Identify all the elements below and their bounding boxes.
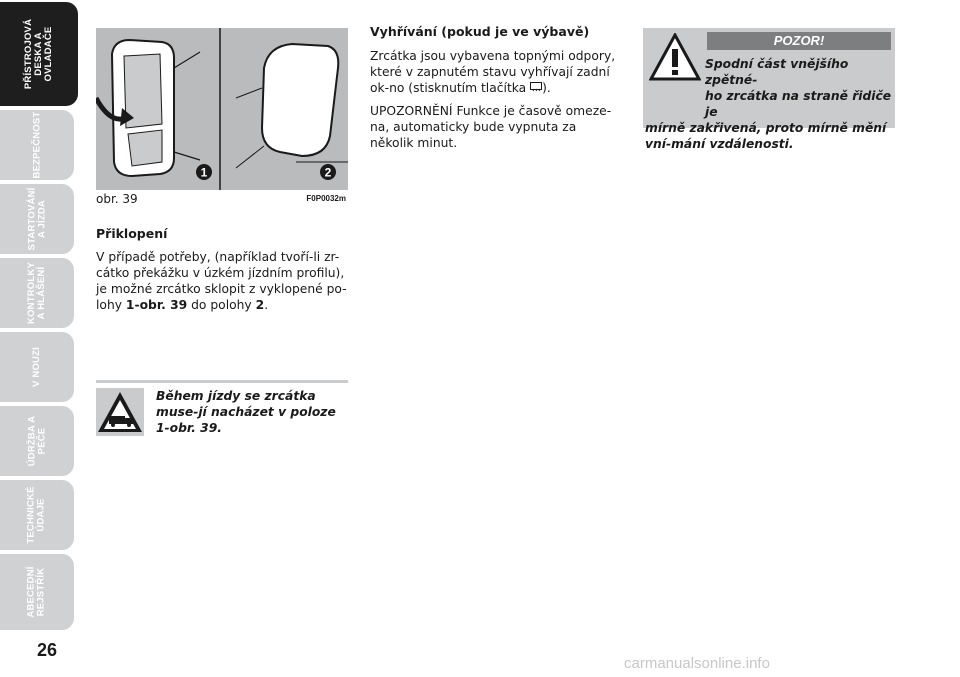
tab-label: TECHNICKÉ ÚDAJE — [26, 486, 47, 544]
heating-text-after: ). — [542, 81, 551, 95]
tab-label: KONTROLKY A HLÁŠENÍ — [26, 262, 47, 324]
tab-label: BEZPEČNOST — [31, 111, 42, 179]
callout-1: 1 — [200, 165, 208, 180]
folding-ref-1: 1-obr. 39 — [125, 298, 188, 312]
tab-abecedni-rejstrik[interactable] — [0, 552, 76, 632]
note-divider — [96, 380, 348, 383]
folding-section — [96, 226, 352, 313]
folding-text-end: . — [264, 298, 269, 312]
tab-pristrojova-deska[interactable] — [0, 0, 80, 108]
tab-kontrolky[interactable] — [0, 256, 76, 330]
heating-text-before: Zrcátka jsou vybavena topnými odpory, které v zapnutém stavu vyhřívají zadní ok-no (stisknutím tlačítka — [370, 49, 616, 95]
warning-text — [643, 56, 893, 152]
folding-text-intro: V případě potřeby, (například tvoří-li zr-cátko překážku v úzkém jízdním profilu), je možné zrcátko sklopit z vyklopené po-lohy — [96, 250, 347, 312]
warning-rest: mírně zakřivená, proto mírně mění vní-mání vzdálenosti. — [645, 121, 887, 151]
tab-label: V NOUZI — [31, 347, 42, 387]
rear-window-heating-icon — [530, 81, 542, 92]
heating-notice: UPOZORNĚNÍ Funkce je časově omeze-na, automaticky bude vypnuta za několik minut. — [370, 104, 612, 150]
tab-label: STARTOVÁNÍ A JÍZDA — [26, 187, 47, 251]
figure-code: F0P0032m — [306, 194, 346, 203]
callout-2: 2 — [324, 165, 332, 180]
warning-box — [643, 28, 895, 151]
heating-section — [370, 24, 622, 151]
figure-number: obr. 39 — [96, 192, 138, 206]
folding-ref-2: 2 — [255, 298, 265, 312]
tab-udrzba[interactable] — [0, 404, 76, 478]
watermark: carmanualsonline.info — [624, 655, 770, 672]
warning-line-1: Spodní část vnějšího zpětné- — [705, 57, 849, 87]
heating-heading: Vyhřívání (pokud je ve výbavě) — [370, 24, 590, 39]
chapter-tabs — [0, 0, 80, 640]
tab-label: ABECEDNÍ REJSTŘÍK — [26, 566, 47, 618]
warning-line-2: ho zrcátka na straně řidiče je — [705, 89, 892, 119]
driving-note — [96, 380, 348, 436]
tab-bezpecnost[interactable] — [0, 108, 76, 182]
driving-note-text: Během jízdy se zrcátka muse-jí nacházet v poloze 1-obr. 39. — [156, 389, 336, 435]
tab-technicke-udaje[interactable] — [0, 478, 76, 552]
tab-label: PŘÍSTROJOVÁ DESKA A OVLADAČE — [22, 18, 54, 90]
warning-title: POZOR! — [707, 32, 891, 50]
folding-text-mid: do polohy — [187, 298, 256, 312]
folding-paragraph — [96, 249, 352, 313]
truck-driving-icon — [96, 388, 144, 436]
mirror-illustration — [96, 28, 348, 190]
tab-v-nouzi[interactable] — [0, 330, 76, 404]
tab-startovani[interactable] — [0, 182, 76, 256]
mirror-figure — [96, 28, 348, 190]
heating-paragraph — [370, 48, 622, 96]
tab-label: ÚDRŽBA A PÉČE — [25, 415, 47, 467]
page-number: 26 — [37, 640, 58, 660]
figure-caption — [96, 192, 348, 208]
folding-heading: Přiklopení — [96, 226, 168, 241]
